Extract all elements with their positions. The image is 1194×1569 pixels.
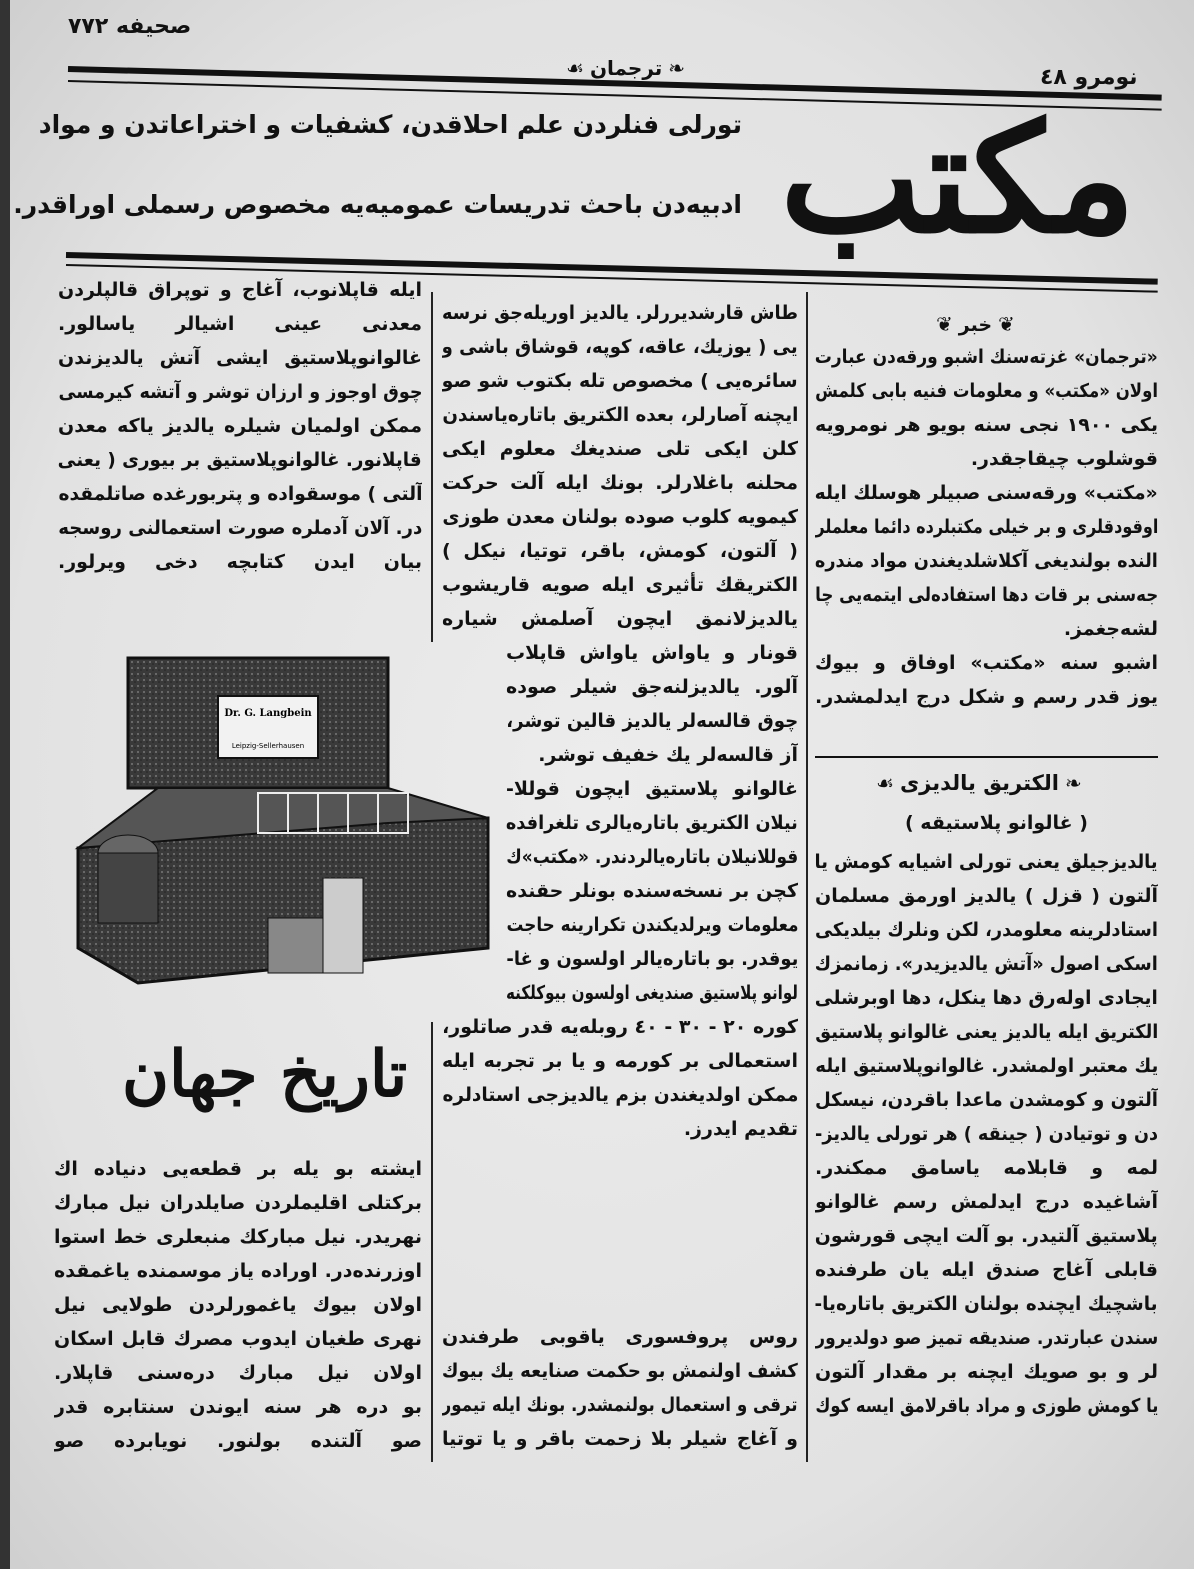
text-line-content: روس پروفسوری ياقوبی طرفندن xyxy=(442,1326,798,1348)
text-line xyxy=(506,738,798,772)
ornament-icon: ❧ xyxy=(668,56,686,80)
news-body xyxy=(815,340,1158,714)
text-line xyxy=(815,578,1158,612)
text-line xyxy=(442,1354,798,1388)
text-line-content: اشبو سنه «مكتب» اوفاق و بيوك xyxy=(815,652,1158,674)
news-heading-line xyxy=(930,312,1021,336)
text-line-content: باشچيك ايچنده بولنان الكتريق باتاره‌يا- xyxy=(815,1293,1158,1315)
text-line-content: دن و توتيادن ( جينقه ) هر تورلی يالديز- xyxy=(815,1123,1158,1145)
text-line xyxy=(442,500,798,534)
text-line xyxy=(506,670,798,704)
text-line xyxy=(442,466,798,500)
text-line xyxy=(442,330,798,364)
text-line-content: بركتلی اقليملردن صايلدران نيل مبارك xyxy=(54,1192,422,1214)
text-line-content: قاپلانور. غالوانوپلاستيق بر بيوری ( يعنی xyxy=(58,449,422,471)
text-line xyxy=(815,1151,1158,1185)
text-line xyxy=(815,1287,1158,1321)
text-line-content: معدنی عينی اشيالر ياسالور. xyxy=(58,313,422,335)
text-line xyxy=(815,476,1158,510)
article-title-line xyxy=(870,770,1088,796)
label-brand: Dr. G. Langbein xyxy=(224,708,312,719)
text-line-content: ترقی و استعمال بولنمشدر. بونك ايله تيمور xyxy=(442,1394,798,1416)
text-line-content: در. آلان آدملره صورت استعمالنی روسجه xyxy=(58,517,422,539)
text-line xyxy=(58,477,422,511)
text-line xyxy=(58,443,422,477)
text-line-content: ايشته بو يله بر قطعه‌يی دنياده اك xyxy=(54,1158,422,1180)
text-line-content: آز قالسه‌لر يك خفيف توشر. xyxy=(538,744,798,766)
text-line-content: جه‌سنی بر قات دها استفاده‌لی ايتمه‌يی چا xyxy=(815,584,1158,606)
text-line xyxy=(815,374,1158,408)
masthead-subtitle-1: تورلی فنلردن علم احلاقدن، كشفيات و اختراعاتدن و مواد xyxy=(38,110,742,139)
text-line xyxy=(815,1389,1158,1423)
text-line xyxy=(54,1356,422,1390)
text-line-content: اسكی اصول «آتش يالديزيدر». زمانمزك xyxy=(815,953,1158,975)
text-line-content: يوقدر. بو باتاره‌يالر اولسون و غا- xyxy=(506,948,798,970)
text-line-content: معلومات ويرلديكندن تكرارينه حاجت xyxy=(506,914,798,936)
text-line xyxy=(815,1321,1158,1355)
text-line xyxy=(54,1390,422,1424)
text-line xyxy=(506,942,798,976)
text-line-content: لوانو پلاستيق صنديغی اولسون بيوكلكنه xyxy=(506,982,798,1004)
ornament-icon: ❧ xyxy=(1064,771,1082,795)
text-line-content: كوره ٢٠ - ٣٠ - ٤٠ روبله‌يه قدر صاتلور، xyxy=(442,1016,798,1038)
text-line-content: بيان ايدن كتابچه دخی ويرلور. xyxy=(58,551,422,573)
text-line-content: كيمويه كلوب صوده بولنان معدن طوزی xyxy=(442,506,798,528)
label-city: Leipzig-Sellerhausen xyxy=(231,742,305,750)
text-line xyxy=(815,913,1158,947)
text-line-content: نهريدر. نيل مباركك منبعلری خط استوا xyxy=(54,1226,422,1248)
text-line xyxy=(506,704,798,738)
article-body xyxy=(815,845,1158,1423)
text-line-content: و آغاج شيلر بلا زحمت باقر و يا توتيا xyxy=(442,1428,798,1450)
ornament-icon: ❦ xyxy=(998,312,1015,336)
ornament-icon: ❦ xyxy=(936,312,953,336)
text-line xyxy=(442,1078,798,1112)
paper-name-line xyxy=(560,56,691,80)
text-line xyxy=(506,874,798,908)
text-line-content: بو دره هر سنه ايوندن سنتابره قدر xyxy=(54,1396,422,1418)
column-divider xyxy=(431,1022,433,1462)
text-line xyxy=(442,1422,798,1456)
text-line xyxy=(815,510,1158,544)
text-line xyxy=(442,432,798,466)
text-line xyxy=(442,1112,798,1146)
text-line-content: ( آلتون، كومش، باقر، توتيا، نيكل ) xyxy=(442,540,798,562)
text-line-content: پلاستيق آلتيدر. بو آلت ايچی قورشون xyxy=(815,1225,1158,1247)
article-title: الكتريق يالديزی xyxy=(899,771,1059,795)
news-heading: خبر xyxy=(958,314,993,336)
text-line xyxy=(58,273,422,307)
text-line xyxy=(54,1220,422,1254)
text-line-content: الكتريق ايله يالديز يعنی غالوانو پلاستيق xyxy=(815,1021,1158,1043)
text-line-content: يالديزلانمق ايچون آصلمش شياره xyxy=(442,608,798,630)
text-line xyxy=(506,772,798,806)
text-line xyxy=(815,1083,1158,1117)
text-line-content: اولان نيل مبارك دره‌سنی قاپلار. xyxy=(54,1362,422,1384)
text-line-content: لشه‌جغمز. xyxy=(1063,618,1158,640)
text-line-content: كچن بر نسخه‌سنده بونلر حقنده xyxy=(506,880,798,902)
middle-body-continued xyxy=(442,1320,798,1456)
text-line-content: قونار و ياواش ياواش قاپلاب xyxy=(506,642,798,664)
text-line xyxy=(506,908,798,942)
text-line xyxy=(815,340,1158,374)
text-line xyxy=(506,636,798,670)
text-line-content: آلتون و كومشدن ماعدا باقردن، نيسكل xyxy=(815,1089,1158,1111)
text-line-content: اوزرنده‌در. اوراده ياز موسمنده ياغمقده xyxy=(54,1260,422,1282)
text-line-content: سائره‌يی ) مخصوص تله بكتوب شو صو xyxy=(442,370,798,392)
text-line xyxy=(815,1355,1158,1389)
text-line xyxy=(815,981,1158,1015)
text-line-content: غالوانوپلاستيق ايشی آتش يالديزندن xyxy=(58,347,422,369)
paper-name: ترجمان xyxy=(589,56,663,80)
text-line-content: كلن ايكی تلی صنديغك معلوم ايكی xyxy=(442,438,798,460)
text-line-content: يالديزجيلق يعنی تورلی اشيايه كومش يا xyxy=(815,851,1158,873)
text-line-content: استادلرينه معلومدر، لكن ونلرك بيلديكی xyxy=(815,919,1158,941)
text-line-content: آلتی ) موسقواده و پتربورغده صاتلمقده xyxy=(58,483,422,505)
text-line xyxy=(442,1044,798,1078)
text-line xyxy=(815,544,1158,578)
text-line-content: «ترجمان» غزته‌سنك اشبو ورقه‌دن عبارت xyxy=(815,346,1158,368)
text-line xyxy=(58,409,422,443)
text-line-content: ممكن اولديغندن بزم يالديزجی استادلره xyxy=(442,1084,798,1106)
text-line-content: چوق اوجوز و ارزان توشر و آتشه كيرمسی xyxy=(58,381,422,403)
masthead-subtitle-2: ادبيه‌دن باحث تدريسات عموميه‌يه مخصوص رسملی اوراقدر. xyxy=(13,190,742,219)
text-line-content: سندن عبارتدر. صنديقه تميز صو دولديرور xyxy=(815,1327,1158,1349)
text-line xyxy=(442,568,798,602)
text-line-content: «مكتب» ورقه‌سنی صبيلر هوسلك ايله xyxy=(815,482,1158,504)
text-line xyxy=(815,408,1158,442)
text-line-content: يوز قدر رسم و شكل درج ايدلمشدر. xyxy=(815,686,1158,708)
column-divider xyxy=(806,292,808,1462)
text-line xyxy=(815,1253,1158,1287)
text-line xyxy=(506,840,798,874)
text-line xyxy=(506,976,798,1010)
text-line-content: تقديم ايدرز. xyxy=(683,1118,798,1140)
text-line xyxy=(54,1288,422,1322)
text-line-content: يی ( يوزيك، عاقه، كوپه، قوشاق باشی و xyxy=(442,336,798,358)
text-line xyxy=(815,646,1158,680)
text-line-content: غالوانو پلاستيق ايچون قوللا- xyxy=(506,778,798,800)
text-line-content: محلنه باغلارلر. بونك ايله آلت حركت xyxy=(442,472,798,494)
tarikh-jahan-body xyxy=(54,1152,422,1458)
text-line xyxy=(54,1322,422,1356)
text-line xyxy=(815,1185,1158,1219)
text-line-content: يك معتبر اولمشدر. غالوانوپلاستيق ايله xyxy=(815,1055,1158,1077)
section-divider xyxy=(815,756,1158,758)
text-line-content: كشف اولنمش بو حكمت صنايعه يك بيوك xyxy=(442,1360,798,1382)
text-line xyxy=(54,1254,422,1288)
section-title-tarikh-jahan: تاريخ جهان xyxy=(122,1037,408,1112)
text-line-content: آلور. يالديزلنه‌جق شيلر صوده xyxy=(506,676,798,698)
text-line-content: اوقودقلری و بر خيلی مكتبلرده دائما معلملر xyxy=(815,516,1158,538)
text-line xyxy=(815,947,1158,981)
text-line-content: النده بولنديغی آكلاشلديغندن مواد مندره xyxy=(815,550,1158,572)
text-line-content: ايچنه آصارلر، بعده الكتريق باتاره‌ياسندن xyxy=(442,404,798,426)
ornament-icon: ☙ xyxy=(566,56,584,80)
text-line-content: نهری طغيان ايدوب مصرك قابل اسكان xyxy=(54,1328,422,1350)
text-line-content: لر و بو صويك ايچنه بر مقدار آلتون xyxy=(815,1361,1158,1383)
text-line xyxy=(442,534,798,568)
text-line xyxy=(815,680,1158,714)
text-line xyxy=(815,1015,1158,1049)
text-line-content: آشاغيده درج ايدلمش رسم غالوانو xyxy=(815,1191,1158,1213)
left-body xyxy=(58,273,422,579)
article-subtitle: ( غالوانو پلاستيقه ) xyxy=(905,812,1088,834)
text-line-content: يا كومش طوزی و مراد باقرلامق ايسه كوك xyxy=(815,1395,1158,1417)
column-divider xyxy=(431,292,433,642)
text-line-content: اولان «مكتب» و معلومات فنيه بابی كلمش xyxy=(815,380,1158,402)
text-line-content: اولان بيوك ياغمورلردن طولايی نيل xyxy=(54,1294,422,1316)
text-line xyxy=(815,1219,1158,1253)
text-line xyxy=(58,375,422,409)
text-line xyxy=(815,1117,1158,1151)
text-line-content: آلتون ( قزل ) يالديز اورمق مسلمان xyxy=(815,885,1158,907)
masthead-title: مكتب xyxy=(780,91,1136,267)
text-line-content: يكی ١٩٠٠ نجی سنه بويو هر نومرويه xyxy=(815,414,1158,436)
text-line-content: ايله قاپلانوب، آغاج و توپراق قالپلردن xyxy=(58,279,422,301)
text-line-content: ايجادی اوله‌رق دها ينكل، دها اوبرشلی xyxy=(815,987,1158,1009)
text-line xyxy=(58,307,422,341)
text-line-content: ممكن اولميان شيلره يالديز ياكه معدن xyxy=(58,415,422,437)
galvanoplasty-apparatus-illustration xyxy=(58,648,498,1006)
text-line xyxy=(815,612,1158,646)
text-line-content: نيلان الكتريق باتاره‌يالری تلغرافده xyxy=(506,812,798,834)
text-line-content: قوللانيلان باتاره‌يالردندر. «مكتب»ك xyxy=(506,846,798,868)
text-line xyxy=(442,296,798,330)
text-line xyxy=(815,879,1158,913)
text-line xyxy=(815,442,1158,476)
text-line-content: طاش قارشديررلر. يالديز اوريله‌جق نرسه xyxy=(442,302,798,324)
text-line xyxy=(58,545,422,579)
issue-number: نومرو ٤٨ xyxy=(1040,65,1138,90)
text-line-content: صو آلتنده بولنور. نويابرده صو xyxy=(54,1430,422,1452)
text-line xyxy=(58,511,422,545)
scan-edge xyxy=(0,0,10,1569)
text-line xyxy=(442,364,798,398)
text-line xyxy=(506,806,798,840)
text-line xyxy=(442,1010,798,1044)
text-line xyxy=(442,1388,798,1422)
text-line-content: قوشلوب چيقاجقدر. xyxy=(970,448,1158,470)
text-line-content: لمه و قابلامه ياسامق ممكندر. xyxy=(815,1157,1158,1179)
text-line xyxy=(54,1424,422,1458)
page-number: صحيفه ٧٧٢ xyxy=(68,14,192,39)
text-line xyxy=(442,398,798,432)
text-line xyxy=(54,1186,422,1220)
text-line xyxy=(442,602,798,636)
text-line xyxy=(442,1320,798,1354)
text-line xyxy=(815,1049,1158,1083)
text-line-content: چوق قالسه‌لر يالديز قالين توشر، xyxy=(506,710,798,732)
text-line xyxy=(815,845,1158,879)
text-line xyxy=(58,341,422,375)
text-line xyxy=(54,1152,422,1186)
text-line-content: استعمالی بر كورمه و يا بر تجربه ايله xyxy=(442,1050,798,1072)
ornament-icon: ☙ xyxy=(876,771,894,795)
text-line-content: قابلی آغاج صندق ايله يان طرفنده xyxy=(815,1259,1158,1281)
text-line-content: الكتريقك تأثيری ايله صويه قاريشوب xyxy=(442,574,798,596)
